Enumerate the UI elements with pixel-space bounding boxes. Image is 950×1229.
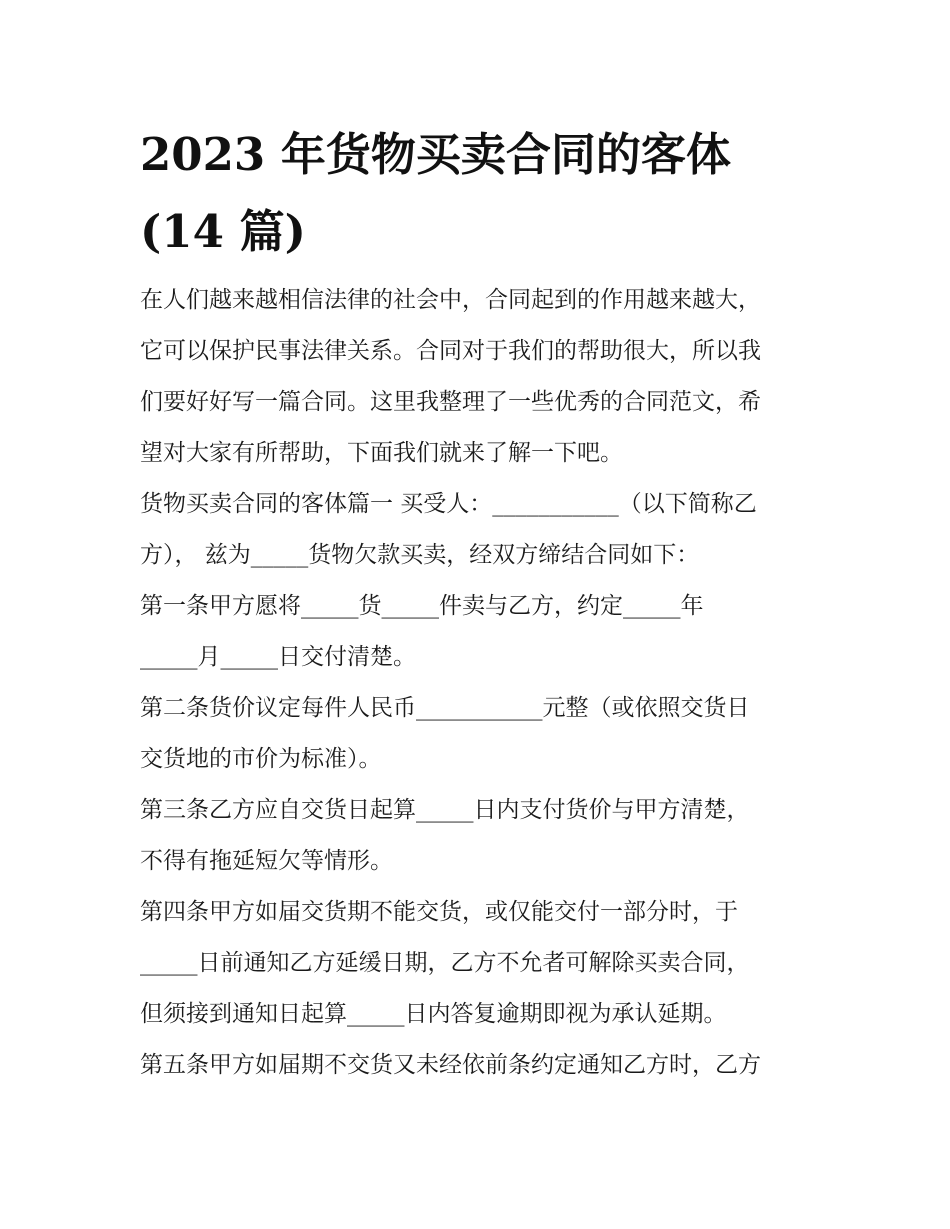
article-4-line-1: 第四条甲方如届交货期不能交货，或仅能交付一部分时，于 (140, 899, 738, 925)
article-4-line-2: _____日前通知乙方延缓日期，乙方不允者可解除买卖合同， (140, 950, 750, 976)
article-5-line-1: 第五条甲方如届期不交货又未经依前条约定通知乙方时，乙方 (140, 1052, 761, 1078)
article-2-line-1: 第二条货价议定每件人民币___________元整（或依照交货日 (140, 695, 750, 721)
intro-line-3: 们要好好写一篇合同。这里我整理了一些优秀的合同范文，希 (140, 389, 761, 415)
article-3-line-2: 不得有拖延短欠等情形。 (140, 848, 393, 874)
article-3-line-1: 第三条乙方应自交货日起算_____日内支付货价与甲方清楚， (140, 797, 750, 823)
section-heading-line-2: 方）， 兹为_____货物欠款买卖，经双方缔结合同如下： (140, 542, 700, 568)
article-4-line-3: 但须接到通知日起算_____日内答复逾期即视为承认延期。 (140, 1001, 727, 1027)
title-line-2: (14 篇) (140, 205, 306, 258)
article-1-line-1: 第一条甲方愿将_____货_____件卖与乙方，约定_____年 (140, 593, 704, 619)
intro-line-4: 望对大家有所帮助，下面我们就来了解一下吧。 (140, 440, 623, 466)
intro-line-2: 它可以保护民事法律关系。合同对于我们的帮助很大，所以我 (140, 338, 761, 364)
intro-line-1: 在人们越来越相信法律的社会中，合同起到的作用越来越大， (140, 287, 761, 313)
section-heading-line-1: 货物买卖合同的客体篇一 买受人：___________（以下简称乙 (140, 491, 757, 517)
document-title (140, 116, 820, 270)
article-1-line-2: _____月_____日交付清楚。 (140, 644, 416, 670)
title-line-1: 2023 年货物买卖合同的客体 (140, 128, 731, 181)
article-2-line-2: 交货地的市价为标准）。 (140, 746, 382, 772)
